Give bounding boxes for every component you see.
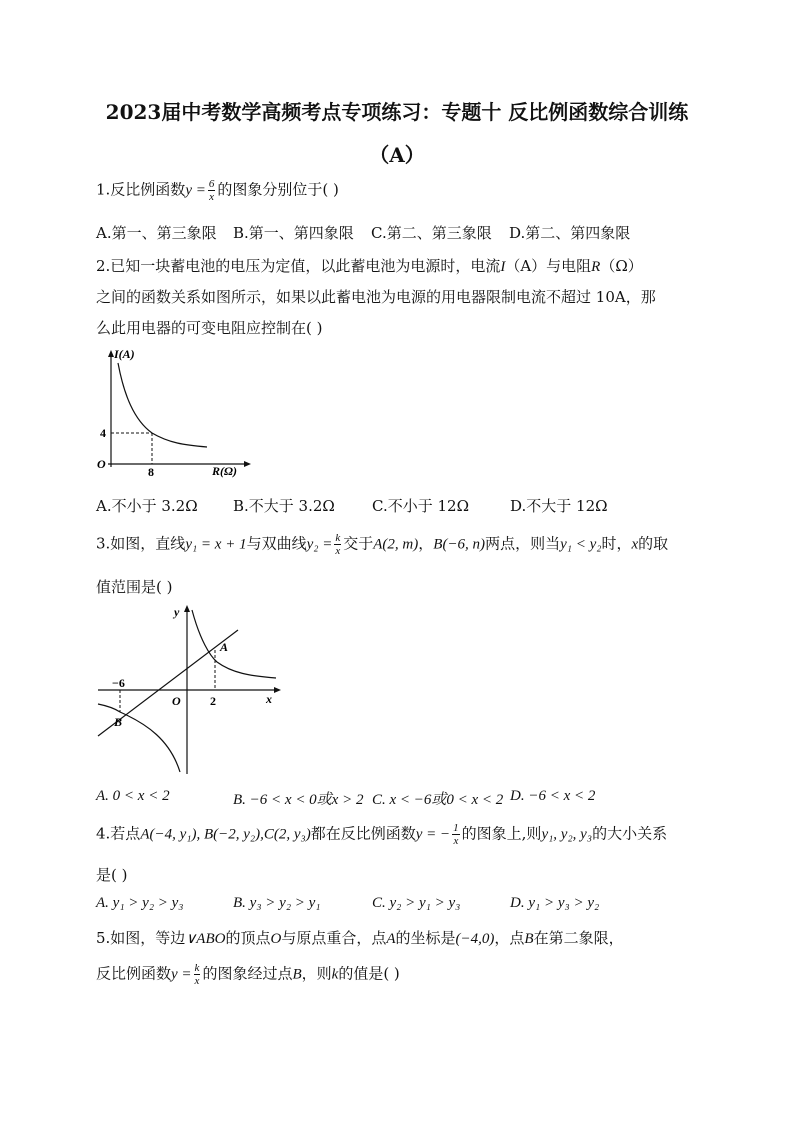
- q5-line2-c: ，则: [301, 964, 332, 983]
- q4-stem-line2: 是( ): [96, 866, 128, 884]
- q3-comma: ，: [418, 534, 434, 553]
- q2-option-a: A.不小于 3.2Ω: [96, 497, 198, 515]
- q1-prefix: 1.反比例函数: [96, 180, 186, 199]
- q5-line2-d: 的值是( ): [338, 964, 400, 983]
- q4-option-a: A. y₁ > y₂ > y₃: [96, 895, 184, 911]
- q3-var-x: x: [631, 536, 639, 553]
- q2-curve: [118, 363, 207, 447]
- q5-coord: (−4,0): [455, 931, 495, 947]
- q2-option-c: C.不小于 12Ω: [372, 497, 470, 515]
- q3-origin-label: O: [172, 694, 181, 708]
- q2-x-arrow: [244, 461, 251, 467]
- q3-point-a: A(2, m): [373, 536, 419, 553]
- q2-option-d: D.不大于 12Ω: [510, 497, 608, 515]
- q4-suffix2: 的大小关系: [592, 824, 668, 843]
- q3-condition: y₁ < y₂: [560, 536, 602, 553]
- q4-stem-line1: [96, 822, 667, 847]
- q4-prefix: 4.若点: [96, 824, 141, 843]
- q2-y-label: I(A): [114, 347, 135, 361]
- q4-suffix1: 的图象上,则: [461, 824, 542, 843]
- q1-option-b: B.第一、第四象限: [233, 224, 354, 242]
- q3-y-label: y: [174, 605, 180, 619]
- q4-frac-num: 1: [453, 822, 459, 834]
- q3-mid1: 与双曲线: [246, 534, 307, 553]
- q4-fraction: [452, 822, 460, 847]
- q3-mid4: 时，: [601, 534, 632, 553]
- q5-triangle: ∨ABO: [185, 931, 226, 947]
- q3-fraction: [334, 532, 341, 557]
- q2-stem-line3: 么此用电器的可变电阻应控制在( ): [96, 319, 323, 337]
- q3-hyperbola-q1: [192, 610, 276, 678]
- q3-option-d: D. −6 < x < 2: [510, 788, 596, 804]
- q3-prefix: 3.如图，直线: [96, 534, 186, 553]
- q3-y-arrow: [184, 605, 190, 612]
- q3-x-arrow: [274, 687, 281, 693]
- q4-point-c: C(2, y₃): [263, 826, 311, 843]
- q5-line2-a: 反比例函数: [96, 964, 172, 983]
- q1-stem: [96, 178, 339, 203]
- q4-mid: 都在反比例函数: [310, 824, 416, 843]
- q5-mid3: 的坐标是: [395, 929, 456, 947]
- q4-frac-den: x: [453, 835, 459, 847]
- q3-graph: [92, 600, 284, 776]
- q1-frac-num: 6: [208, 178, 215, 190]
- q3-point-b-label: B: [114, 715, 123, 729]
- q3-frac-num: k: [335, 532, 341, 544]
- q2-graph: [94, 345, 254, 480]
- q5-suffix: 在第二象限，: [533, 929, 624, 947]
- q3-frac-den: x: [335, 545, 341, 557]
- q1-frac-den: x: [209, 191, 215, 203]
- q4-vars: y₁, y₂, y₃: [541, 826, 593, 843]
- q2-stem-line1: [96, 255, 643, 276]
- q3-suffix: 的取: [638, 534, 669, 553]
- q1-fraction: [208, 178, 216, 203]
- q3-option-c: C. x < −6或0 < x < 2: [372, 792, 504, 808]
- q2-stem-line2: 之间的函数关系如图所示，如果以此蓄电池为电源的用电器限制电流不超过 10A，那: [96, 288, 656, 306]
- q1-option-d: D.第二、第四象限: [509, 224, 631, 242]
- q2-var-i: I: [500, 259, 506, 275]
- q5-stem-line1: [96, 927, 624, 948]
- q5-mid4: ，点: [494, 929, 525, 947]
- q5-mid2: 与原点重合，点: [281, 929, 387, 947]
- q2-text-b: （A）与电阻: [505, 257, 592, 275]
- q5-stem-line2: [96, 962, 400, 987]
- q2-y-tick: 4: [100, 426, 106, 440]
- q3-option-b: B. −6 < x < 0或x > 2: [233, 792, 364, 808]
- q3-point-b: B(−6, n): [433, 536, 486, 553]
- q4-option-c: C. y₂ > y₁ > y₃: [372, 895, 461, 911]
- q1-option-c: C.第二、第三象限: [371, 224, 492, 242]
- q3-x-label: x: [266, 692, 272, 706]
- q3-option-a: A. 0 < x < 2: [96, 788, 170, 804]
- q3-line-eq: y₁ = x + 1: [185, 536, 247, 553]
- q3-mid2: 交于: [343, 534, 374, 553]
- q3-curve-lhs: y₂ =: [306, 536, 333, 553]
- q3-mid3: 两点，则当: [485, 534, 561, 553]
- q4-points-ab: A(−4, y₁), B(−2, y₂),: [140, 826, 264, 843]
- q1-option-a: A.第一、第三象限: [96, 224, 217, 242]
- doc-title-line1: 2023届中考数学高频考点专项练习：专题十 反比例函数综合训练: [105, 100, 689, 124]
- q1-suffix: 的图象分别位于( ): [217, 180, 339, 199]
- q2-text-c: （Ω）: [600, 257, 643, 275]
- q2-x-tick: 8: [148, 465, 154, 479]
- q5-line2-b: 的图象经过点: [202, 964, 293, 983]
- q2-var-r: R: [591, 259, 601, 275]
- q5-frac-num: k: [194, 962, 200, 974]
- q4-lhs: y = −: [415, 826, 451, 843]
- q5-var-o: O: [270, 931, 282, 947]
- q4-option-d: D. y₁ > y₃ > y₂: [510, 895, 600, 911]
- doc-title-line2: （A）: [369, 143, 425, 167]
- q2-origin-label: O: [97, 457, 106, 471]
- q3-stem-line1: [96, 532, 668, 557]
- q1-lhs: y =: [185, 182, 206, 199]
- q3-neg-tick: −6: [112, 676, 125, 690]
- q5-var-k: k: [331, 966, 339, 983]
- q5-var-b: B: [524, 931, 534, 947]
- q5-lhs: y =: [171, 966, 192, 983]
- q3-stem-line2: 值范围是( ): [96, 578, 173, 596]
- q3-pos-tick: 2: [210, 694, 216, 708]
- q2-text-a: 2.已知一块蓄电池的电压为定值，以此蓄电池为电源时，电流: [96, 257, 501, 275]
- q5-mid1: 的顶点: [225, 929, 271, 947]
- q3-hyperbola-q3: [98, 704, 180, 772]
- q2-option-b: B.不大于 3.2Ω: [233, 497, 335, 515]
- q5-frac-den: x: [194, 975, 200, 987]
- q5-var-b2: B: [292, 966, 302, 983]
- q4-option-b: B. y₃ > y₂ > y₁: [233, 895, 321, 911]
- q5-fraction: [194, 962, 201, 987]
- q2-x-label: R(Ω): [212, 464, 237, 478]
- q3-point-a-label: A: [220, 640, 229, 654]
- q5-prefix: 5.如图，等边: [96, 929, 186, 947]
- q5-var-a: A: [386, 931, 396, 947]
